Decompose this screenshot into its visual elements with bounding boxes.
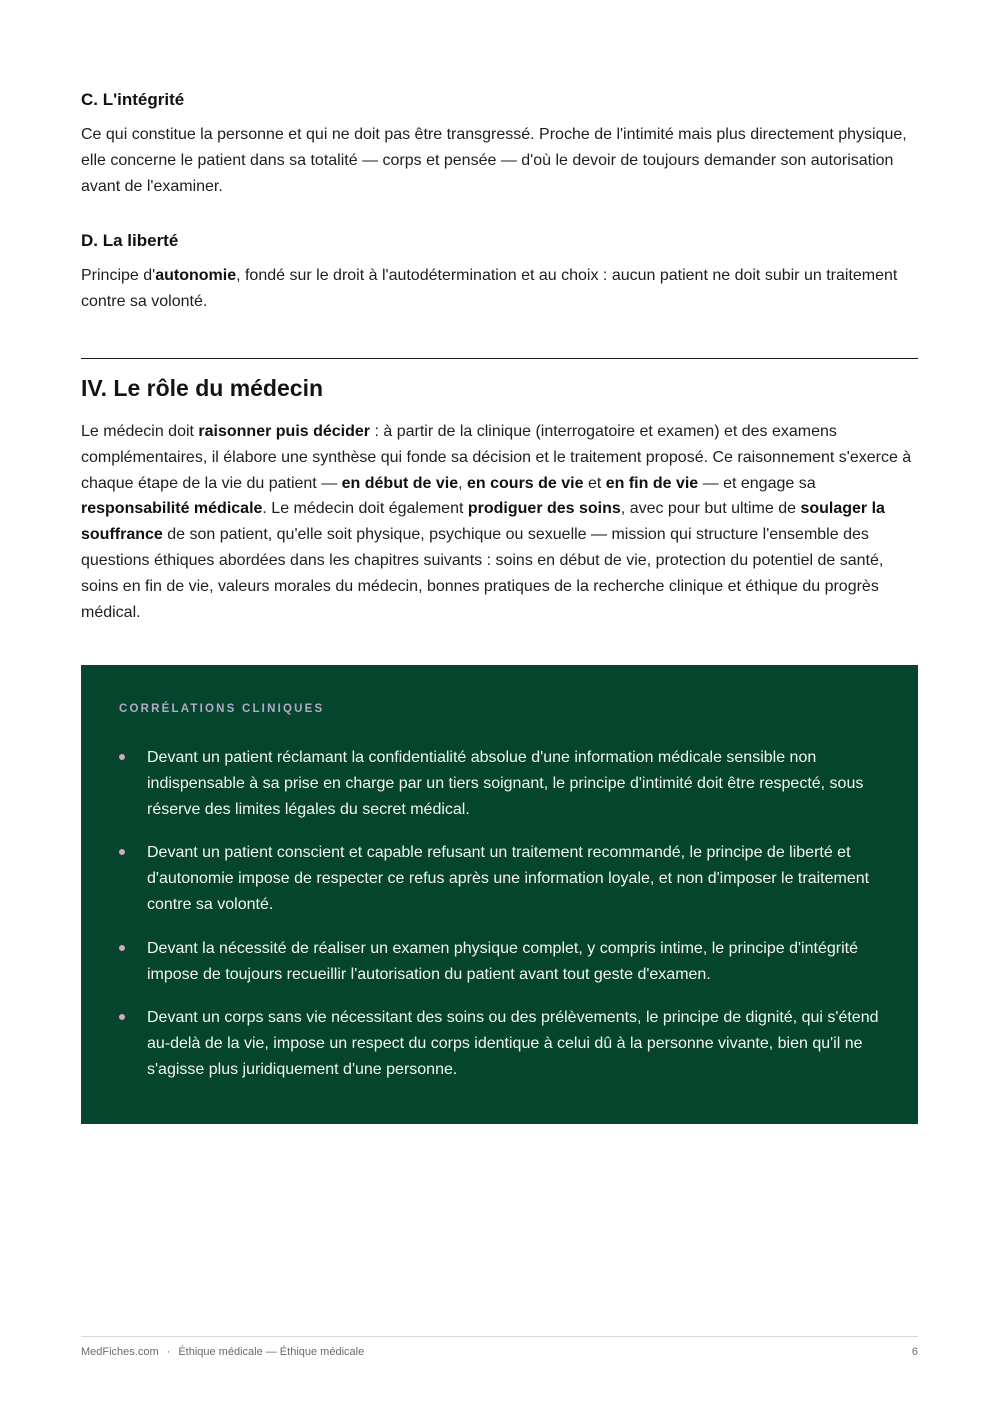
liberte-heading: D. La liberté [81, 231, 179, 250]
footer-doc-title: Éthique médicale — Éthique médicale [178, 1346, 365, 1358]
role-medecin-paragraph [81, 419, 918, 625]
integrite-paragraph: Ce qui constitue la personne et qui ne doit pas être transgressé. Proche de l'intimité mais plus directement physique, elle concerne le patient dans sa totalité — corps et pensée — d'où le devoir de toujours demander son autorisation avant de l'examiner. [81, 126, 907, 195]
role-bold: responsabilité médicale [81, 500, 263, 518]
list-item-text: Devant un patient réclamant la confidentialité absolue d'une information médicale sensible non indispensable à sa prise en charge par un tiers soignant, le principe d'intimité doit être respecté, sous réserve des limites légales du secret médical. [147, 749, 864, 818]
role-text: de son patient, qu'elle soit physique, psychique ou sexuelle — mission qui structure l'ensemble des questions éthiques abordées dans les chapitres suivants : soins en début de vie, protection du potentiel de santé, soins en fin de vie, valeurs morales du médecin, bonnes pratiques de la recherche clinique et éthique du progrès médical. [81, 526, 884, 621]
list-item [119, 1005, 879, 1082]
list-item [119, 936, 879, 988]
clinical-correlations-box [81, 665, 918, 1124]
role-bold: prodiguer des soins [467, 500, 621, 518]
liberte-bold-autonomie: autonomie [155, 267, 237, 284]
list-item-text: Devant un patient conscient et capable refusant un traitement recommandé, le principe de liberté et d'autonomie impose de respecter ce refus après une information loyale, et non d'imposer le traitement contre sa volonté. [147, 844, 870, 913]
role-bold: raisonner puis décider [198, 423, 371, 440]
role-bold: en fin de vie [605, 474, 699, 492]
list-item-text: Devant la nécessité de réaliser un examen physique complet, y compris intime, le principe d'intégrité impose de toujours recueillir l'autorisation du patient avant tout geste d'examen. [147, 939, 858, 983]
role-text: — et engage sa [698, 474, 816, 492]
list-item-text: Devant un corps sans vie nécessitant des soins ou des prélèvements, le principe de dignité, qui s'étend au-delà de la vie, impose un respect du corps identique à celui dû à la personne vivante, bien qu'il ne s'agisse plus juridiquement d'une personne. [147, 1009, 879, 1078]
role-bold: en début de vie [341, 474, 459, 492]
bullet-icon [119, 1014, 125, 1020]
page-number: 6 [911, 1346, 918, 1358]
footer-divider [81, 1336, 918, 1337]
role-text: Le médecin doit [81, 423, 199, 440]
liberte-text: , fondé sur le droit à l'autodétermination et au choix : aucun patient ne doit subir un traitement contre sa volonté. [81, 267, 898, 310]
list-item [119, 840, 879, 917]
callout-label: CORRÉLATIONS CLINIQUES [119, 703, 325, 715]
role-bold: soulager la souffrance [81, 500, 885, 544]
liberte-text: Principe d' [81, 267, 156, 284]
footer-separator: · [166, 1346, 171, 1358]
callout-list [119, 745, 879, 1083]
role-text: : à partir de la clinique (interrogatoire et examen) et des examens complémentaires, il élabore une synthèse qui fonde sa décision et le traitement proposé. Ce raisonnement s'exerce à chaque étape de la vie du patient — [81, 423, 912, 492]
role-text: , [458, 474, 467, 492]
list-item [119, 745, 879, 822]
liberte-paragraph [81, 263, 918, 315]
document-page [81, 0, 918, 1413]
integrite-heading: C. L'intégrité [81, 90, 185, 109]
page-footer [81, 1344, 918, 1360]
section-title: IV. Le rôle du médecin [81, 375, 324, 401]
bullet-icon [119, 945, 125, 951]
role-bold: en cours de vie [467, 474, 584, 492]
role-text: . Le médecin doit également [262, 500, 468, 518]
role-text: , avec pour but ultime de [620, 500, 801, 518]
bullet-icon [119, 754, 125, 760]
footer-site: MedFiches.com [81, 1346, 159, 1358]
bullet-icon [119, 849, 125, 855]
role-text: et [583, 474, 606, 492]
section-divider [81, 358, 918, 359]
